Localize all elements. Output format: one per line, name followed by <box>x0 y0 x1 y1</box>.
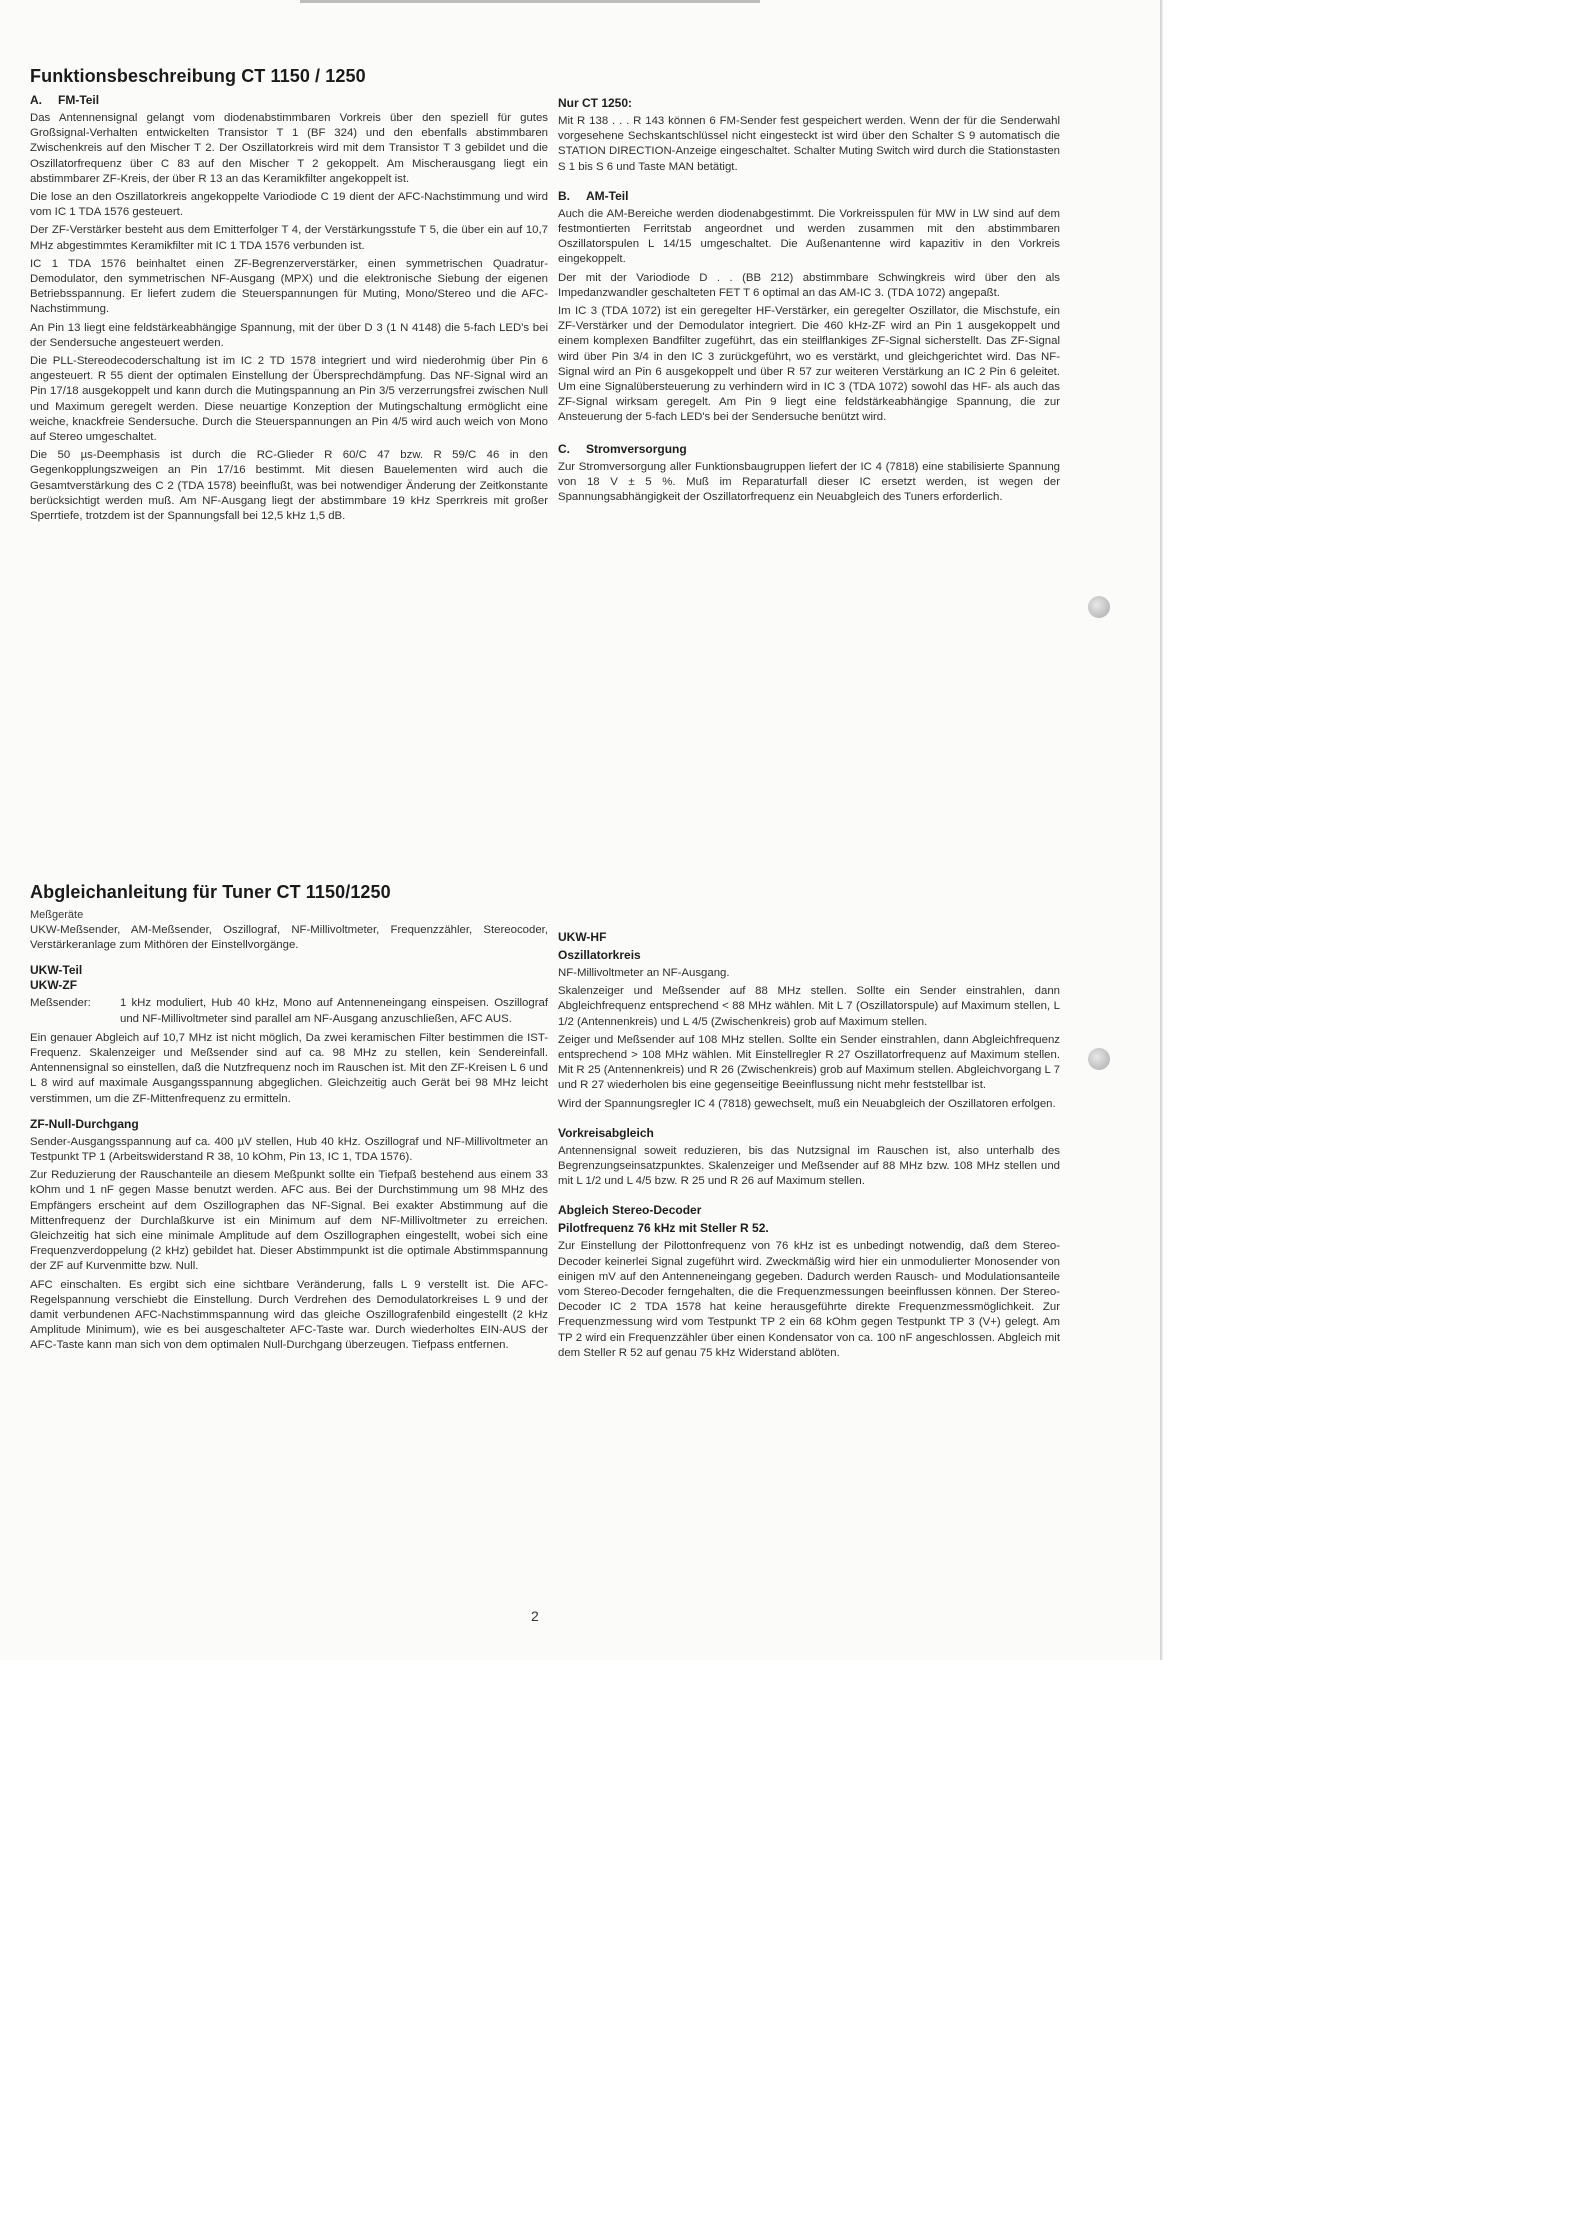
power-heading-label: Stromversorgung <box>586 441 687 456</box>
pilot-heading: Pilotfrequenz 76 kHz mit Steller R 52. <box>558 1221 769 1236</box>
messsender-row <box>30 996 548 1026</box>
zf-null-paragraph: Zur Reduzierung der Rauschanteile an diesem Meßpunkt sollte ein Tiefpaß bestehend aus einem 33 kOhm und 1 nF gegen Masse benutzt werden. AFC aus. Bei der Durchstimmung um 98 MHz des Empfängers erscheint auf dem Oszillographen das NF-Signal. Bei exakter Abstimmung auf die Mittenfrequenz der Durchlaßkurve ist ein Minimum auf dem NF-Millivoltmeter zu erreichen. Gleichzeitig hat sich eine minimale Amplitude auf dem Oszillographen eingestellt, wobei sich eine Frequenzverdoppelung (2 kHz) gebildet hat. Dieser Abstimmpunkt ist die optimale Abstimmspannung der ZF auf Kurvenmitte bzw. Null. <box>30 1169 548 1273</box>
am-paragraph: Der mit der Variodiode D . . (BB 212) abstimmbare Schwingkreis wird über den als Impedanzwandler geschalteten FET T 6 optimal an das AM-IC 3. (TDA 1072) angepaßt. <box>558 271 1060 299</box>
am-paragraph: Im IC 3 (TDA 1072) ist ein geregelter HF-Verstärker, ein geregelter Oszillator, die Mischstufe, ein ZF-Verstärker und der Demodulator integriert. Die 460 kHz-ZF wird an Pin 1 ausgekoppelt und einem komplexen Bandfilter zugeführt, das ein steilflankiges ZF-Signal sicherstellt. Das ZF-Signal wird über Pin 3/4 in den IC 3 zurückgeführt, wo es verstärkt, und gleichgerichtet wird. Das NF-Signal wird an Pin 6 ausgekoppelt und über R 57 zur weiteren Verstärkung an IC 2 Pin 6 geleitet. Um eine Signalübersteuerung zu verhindern wird in IC 3 (TDA 1072) sowohl das HF- als auch das ZF-Signal wirksam geregelt. Am Pin 9 liegt eine feldstärkeabhängige Spannung, die zur Ansteuerung der 5-fach LED's bei der Sendersuche benützt wird. <box>558 305 1060 424</box>
instruments-text: UKW-Meßsender, AM-Meßsender, Oszillograf, NF-Millivoltmeter, Frequenzzähler, Stereocoder, Verstärkeranlage zum Mithören der Einstellvorgänge. <box>30 924 548 952</box>
functional-left-column <box>30 66 548 527</box>
fm-heading <box>30 93 548 107</box>
zf-paragraph: Ein genauer Abgleich auf 10,7 MHz ist nicht möglich, Da zwei keramischen Filter bestimmen die IST-Frequenz. Skalenzeiger und Meßsender sind auf ca. 98 MHz zu stellen, kein Sendereinfall. Antennensignal so einstellen, daß die Nutzfrequenz noch im Rauschen ist. Mit den ZF-Kreisen L 6 und L 8 wird auf maximale Ausgangsspannung abgeglichen. Gleichzeitig auch Gerät bei 98 MHz leicht verstimmen, um die ZF-Mittenfrequenz zu ermitteln. <box>30 1031 548 1105</box>
am-heading-letter: B. <box>558 188 570 203</box>
stereo-heading: Abgleich Stereo-Decoder <box>558 1203 702 1218</box>
functional-title: Funktionsbeschreibung CT 1150 / 1250 <box>30 66 366 86</box>
fm-paragraph: Der ZF-Verstärker besteht aus dem Emitterfolger T 4, der Verstärkungsstufe T 5, die über ein auf 10,7 MHz abgestimmtes Keramikfilter mit IC 1 TDA 1576 verbunden ist. <box>30 224 548 252</box>
fm-paragraph: Die PLL-Stereodecoderschaltung ist im IC 2 TD 1578 integriert und wird niederohmig über Pin 6 angesteuert. R 55 dient der optimalen Einstellung der Übersprechdämpfung. Das NF-Signal wird an Pin 17/18 ausgekoppelt und kann durch die Mutingspannung an Pin 3/5 verzerrungsfrei zwischen Null und Maximum geregelt werden. Diese neuartige Konzeption der Mutingschaltung ermöglicht eine weiche, knackfreie Sendersuche. Durch die Steuerspannungen an Pin 4/5 wird auch weich von Mono auf Stereo umgeschaltet. <box>30 355 548 444</box>
punch-hole <box>1088 596 1110 618</box>
ukw-hf-heading: UKW-HF <box>558 930 607 944</box>
vorkreis-paragraph: Antennensignal soweit reduzieren, bis das Nutzsignal im Rauschen ist, also unterhalb des Begrenzungseinsatzpunktes. Skalenzeiger und Meßsender auf 88 MHz bzw. 108 MHz stellen und mit L 1/2 und L 4/5 bzw. R 25 und R 26 auf Maximum stellen. <box>558 1144 1060 1188</box>
page-number: 2 <box>531 1608 539 1624</box>
osc-paragraph: NF-Millivoltmeter an NF-Ausgang. <box>558 967 730 979</box>
zf-null-heading: ZF-Null-Durchgang <box>30 1116 139 1131</box>
fm-paragraph: IC 1 TDA 1576 beinhaltet einen ZF-Begrenzerverstärker, einen symmetrischen Quadratur-Demodulator, den symmetrischen NF-Ausgang (MPX) und die elektronische Siebung der eigenen Betriebsspannung. Er liefert zudem die Steuerspannungen für Muting, Mono/Stereo und die AFC-Nachstimmung. <box>30 257 548 316</box>
vorkreis-heading: Vorkreisabgleich <box>558 1125 654 1140</box>
fm-paragraph: Das Antennensignal gelangt vom diodenabstimmbaren Vorkreis über den speziell für gutes Großsignal-Verhalten entwickelten Transistor T 1 (BF 324) und den ebenfalls abstimmbaren Zwischenkreis auf den Mischer T 2. Der Oszillatorkreis wird mit dem Transistor T 3 gebildet und die Oszillatorfrequenz über C 83 auf den Mischer T 2 gekoppelt. Am Mischerausgang liegt ein abstimmbarer ZF-Kreis, der über R 13 an das Keramikfilter angekoppelt ist. <box>30 112 548 185</box>
messsender-label: Meßsender: <box>30 997 91 1010</box>
am-heading-label: AM-Teil <box>586 188 629 203</box>
scan-edge <box>300 0 760 3</box>
alignment-title: Abgleichanleitung für Tuner CT 1150/1250 <box>30 882 391 902</box>
ukw-zf-heading: UKW-ZF <box>30 978 78 993</box>
zf-null-paragraph: AFC einschalten. Es ergibt sich eine sichtbare Veränderung, falls L 9 verstellt ist. Die AFC-Regelspannung verschiebt die Einstellung. Durch Verdrehen des Demodulatorkreises L 9 und der damit verbundenen AFC-Nachstimmspannung wird das gleiche Oszillografenbild eingestellt (2 kHz Amplitude Minimum), wie es bei ausgeschalteter AFC-Taste war. Durch wiederholtes EIN-AUS der AFC-Taste kann man sich von dem optimalen Null-Durchgang überzeugen. Tiefpass entfernen. <box>30 1278 548 1352</box>
ukw-teil-heading: UKW-Teil <box>30 963 83 978</box>
punch-hole <box>1088 1048 1110 1070</box>
functional-right-column <box>558 96 1060 508</box>
am-heading <box>558 189 1060 203</box>
ct1250-paragraph: Mit R 138 . . . R 143 können 6 FM-Sender fest gespeichert werden. Wenn der für die Senderwahl vorgesehene Sechskantschlüssel nicht eingesteckt ist wird über den Schalter S 9 automatisch die STATION DIRECTION-Anzeige eingeschaltet. Schalter Muting Switch wird durch die Stationstasten S 1 bis S 6 und Taste MAN betätigt. <box>558 115 1060 173</box>
fm-heading-label: FM-Teil <box>58 93 100 107</box>
pilot-paragraph: Zur Einstellung der Pilottonfrequenz von 76 kHz ist es unbedingt notwendig, daß dem Stereo-Decoder keinerlei Signal zugeführt wird. Zweckmäßig wird hier ein unmodulierter Monosender von einigen mV auf den Antenneneingang gegeben. Dadurch werden Rausch- und Modulationsanteile vom Stereo-Decoder ferngehalten, die die Frequenzmessungen beeinflussen können. Der Stereo-Decoder IC 2 TDA 1578 hat keine herausgeführte direkte Frequenzmessmöglichkeit. Zur Frequenzmessung wird vom Testpunkt TP 2 ein 68 kOhm gegen Testpunkt TP 3 (V+) gelegt. Am TP 2 wird ein Frequenzzähler über einen Kondensator von ca. 100 nF angeschlossen. Abgleich mit dem Steller R 52 auf genau 75 kHz Widerstand ablöten. <box>558 1240 1060 1359</box>
instruments-label: Meßgeräte <box>30 909 84 921</box>
fm-heading-letter: A. <box>30 93 42 107</box>
power-heading <box>558 442 1060 456</box>
fm-paragraph: An Pin 13 liegt eine feldstärkeabhängige Spannung, mit der über D 3 (1 N 4148) die 5-fach LED's bei der Sendersuche angesteuert werden. <box>30 321 548 349</box>
osc-paragraph: Wird der Spannungsregler IC 4 (7818) gewechselt, muß ein Neuabgleich der Oszillatoren erfolgen. <box>558 1097 1056 1110</box>
messsender-text: 1 kHz moduliert, Hub 40 kHz, Mono auf Antenneneingang einspeisen. Oszillograf und NF-Millivoltmeter sind parallel am NF-Ausgang anzuschließen, AFC AUS. <box>120 997 548 1025</box>
fm-paragraph: Die lose an den Oszillatorkreis angekoppelte Variodiode C 19 dient der AFC-Nachstimmung und wird vom IC 1 TDA 1576 gesteuert. <box>30 191 548 219</box>
alignment-left-column <box>30 882 548 1357</box>
osc-paragraph: Zeiger und Meßsender auf 108 MHz stellen. Sollte ein Sender einstrahlen, dann Abgleichfrequenz entsprechend > 108 MHz wählen. Mit Einstellregler R 27 Oszillatorfrequenz auf Maximum stellen. Mit R 25 (Antennenkreis) und R 26 (Zwischenkreis) grob auf Maximum stellen. Abgleichvorgang L 7 und R 27 wiederholen bis eine gegenseitige Beeinflussung nicht mehr feststellbar ist. <box>558 1033 1060 1092</box>
power-heading-letter: C. <box>558 441 570 456</box>
osc-paragraph: Skalenzeiger und Meßsender auf 88 MHz stellen. Sollte ein Sender einstrahlen, dann Abgleichfrequenz entsprechend < 88 MHz wählen. Mit L 7 (Oszillatorspule) auf Maximum stellen, L 1/2 (Antennenkreis) und L 4/5 (Zwischenkreis) grob auf Maximum stellen. <box>558 985 1060 1028</box>
zf-null-paragraph: Sender-Ausgangsspannung auf ca. 400 µV stellen, Hub 40 kHz. Oszillograf und NF-Millivoltmeter an Testpunkt TP 1 (Arbeitswiderstand R 38, 10 kOhm, Pin 13, IC 1, TDA 1576). <box>30 1135 548 1164</box>
fm-paragraph: Die 50 µs-Deemphasis ist durch die RC-Glieder R 60/C 47 bzw. R 59/C 46 in den Gegenkopplungszweigen an Pin 17/16 bestimmt. Mit diesen Bauelementen wird auch die Gesamtverstärkung des C 2 (TDA 1578) beeinflußt, was bei notwendiger Änderung der Zeitkonstante berücksichtigt werden muß. Am NF-Ausgang liegt der abstimmbare 19 kHz Sperrkreis mit großer Sperrtiefe, trotzdem ist der Spannungsfall bei 12,5 kHz 1,5 dB. <box>30 449 548 523</box>
power-paragraph: Zur Stromversorgung aller Funktionsbaugruppen liefert der IC 4 (7818) eine stabilisierte Spannung von 18 V ± 5 %. Muß im Reparaturfall dieser IC ersetzt werden, ist wegen der Spannungsabhängigkeit der Oszillatorfrequenz ein Neuabgleich des Tuners erforderlich. <box>558 460 1060 504</box>
page-edge <box>1160 0 1163 1660</box>
osc-heading: Oszillatorkreis <box>558 948 641 962</box>
am-paragraph: Auch die AM-Bereiche werden diodenabgestimmt. Die Vorkreisspulen für MW in LW sind auf dem festmontierten Ferritstab angeordnet und werden zusammen mit den abstimmbaren Oszillatorspulen L 14/15 umgeschaltet. Die Außenantenne wird kapazitiv in den Vorkreis eingekoppelt. <box>558 207 1060 266</box>
ct1250-heading: Nur CT 1250: <box>558 96 633 110</box>
alignment-right-column <box>558 930 1060 1364</box>
